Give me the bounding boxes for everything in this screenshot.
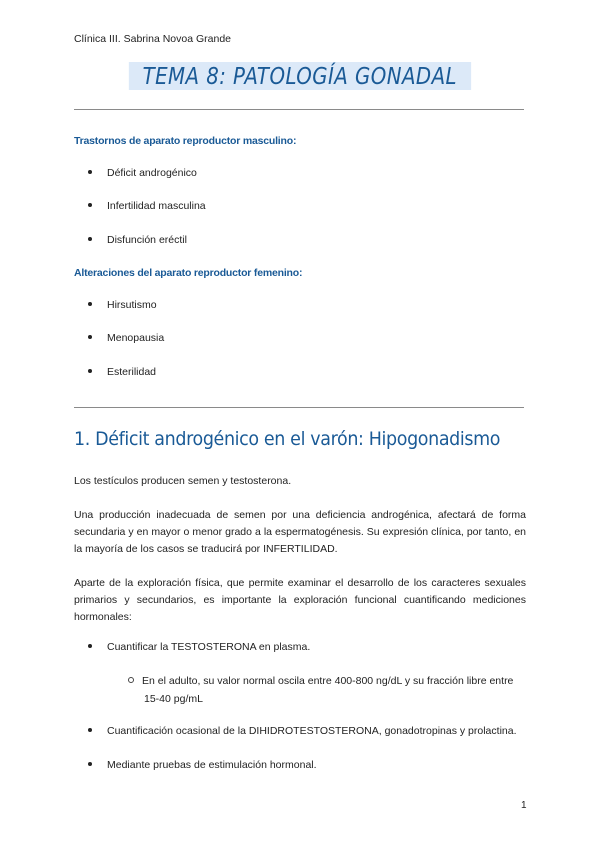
page-number: 1 — [521, 800, 527, 811]
list-item: Esterilidad — [88, 366, 156, 378]
hollow-bullet-icon — [128, 677, 134, 683]
bullet-icon — [88, 369, 92, 373]
list-item: Déficit androgénico — [88, 167, 197, 179]
list-item: Cuantificación ocasional de la DIHIDROTESTOSTERONA, gonadotropinas y prolactina. — [88, 725, 517, 737]
paragraph: Aparte de la exploración física, que permite examinar el desarrollo de los caracteres sexuales primarios y secundarios, es importante la exploración funcional cuantificando mediciones hormonales: — [74, 577, 526, 623]
paragraph: Una producción inadecuada de semen por una deficiencia androgénica, afectará de forma secundaria y en mayor o menor grado a la espermatogénesis. Su expresión clínica, por tanto, en la mayoría de los casos se traducirá por INFERTILIDAD. — [74, 509, 526, 555]
female-disorders-heading: Alteraciones del aparato reproductor femenino: — [74, 267, 303, 279]
bullet-icon — [88, 762, 92, 766]
bullet-icon — [88, 203, 92, 207]
list-item: Mediante pruebas de estimulación hormonal. — [88, 759, 317, 771]
bullet-icon — [88, 170, 92, 174]
bullet-icon — [88, 728, 92, 732]
page-header: Clínica III. Sabrina Novoa Grande — [74, 33, 231, 45]
list-item: Hirsutismo — [88, 299, 157, 311]
title-container — [0, 62, 600, 90]
sub-list-item: En el adulto, su valor normal oscila entre 400-800 ng/dL y su fracción libre entre 15-40 pg/mL — [128, 672, 528, 708]
list-item: Infertilidad masculina — [88, 200, 206, 212]
bullet-icon — [88, 237, 92, 241]
paragraph: Los testículos producen semen y testosterona. — [74, 475, 292, 487]
bullet-icon — [88, 302, 92, 306]
chapter-heading: 1. Déficit androgénico en el varón: Hipogonadismo — [74, 428, 501, 450]
divider — [74, 407, 524, 408]
list-item: Menopausia — [88, 332, 164, 344]
bullet-icon — [88, 644, 92, 648]
bullet-icon — [88, 335, 92, 339]
male-disorders-heading: Trastornos de aparato reproductor masculino: — [74, 135, 297, 147]
divider — [74, 109, 524, 110]
list-item: Cuantificar la TESTOSTERONA en plasma. — [88, 641, 310, 653]
list-item: Disfunción eréctil — [88, 234, 187, 246]
document-title: TEMA 8: PATOLOGÍA GONADAL — [129, 62, 471, 90]
